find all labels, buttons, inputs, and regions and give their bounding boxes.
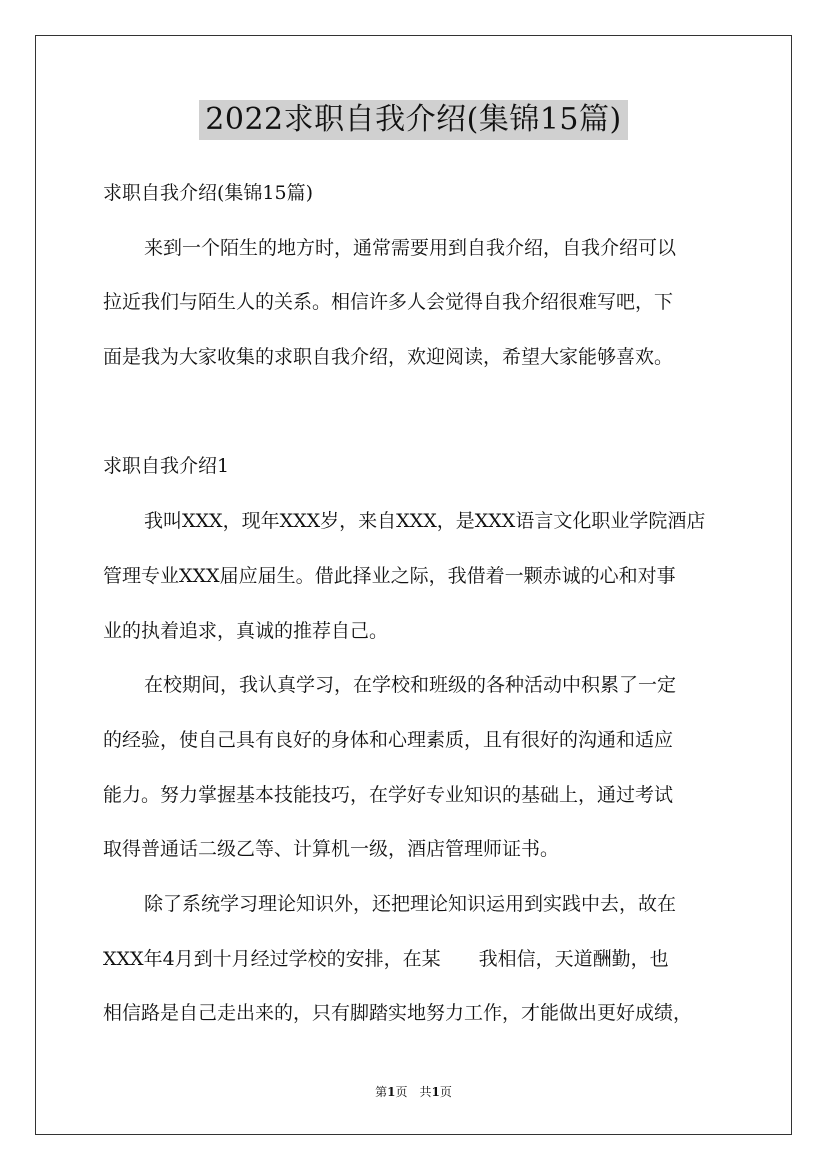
paragraph-line: 除了系统学习理论知识外，还把理论知识运用到实践中去，故在: [144, 892, 677, 915]
section-heading: 求职自我介绍1: [103, 455, 230, 478]
paragraph-line: 取得普通话二级乙等、计算机一级，酒店管理师证书。: [103, 838, 560, 861]
paragraph-line: 在校期间，我认真学习，在学校和班级的各种活动中积累了一定: [144, 674, 677, 697]
page-footer: [0, 1083, 827, 1101]
paragraph-line: 能力。努力掌握基本技能技巧，在学好专业知识的基础上，通过考试: [103, 783, 674, 806]
paragraph-line: 的经验，使自己具有良好的身体和心理素质，且有很好的沟通和适应: [103, 728, 674, 751]
paragraph-line: 业的执着追求，真诚的推荐自己。: [103, 619, 389, 642]
paragraph-line: 我叫XXX，现年XXX岁，来自XXX，是XXX语言文化职业学院酒店: [144, 510, 706, 533]
title-container: [0, 100, 827, 140]
paragraph-line: 相信路是自己走出来的，只有脚踏实地努力工作，才能做出更好成绩，: [103, 1002, 693, 1025]
footer-total-prefix: 共: [407, 1085, 432, 1099]
footer-total-suffix: 页: [439, 1085, 452, 1099]
subtitle: 求职自我介绍(集锦15篇): [103, 182, 314, 204]
intro-line: 拉近我们与陌生人的关系。相信许多人会觉得自我介绍很难写吧，下: [103, 291, 674, 314]
footer-page-number: 1: [387, 1085, 396, 1099]
paragraph-line: 管理专业XXX届应届生。借此择业之际，我借着一颗赤诚的心和对事: [103, 564, 676, 587]
blank-line: [103, 394, 729, 449]
intro-line: 来到一个陌生的地方时，通常需要用到自我介绍，自我介绍可以: [144, 236, 677, 259]
footer-page-suffix: 页: [395, 1085, 408, 1099]
paragraph-line: XXX年4月到十月经过学校的安排，在某 我相信，天道酬勤，也: [103, 947, 669, 970]
footer-prefix: 第: [375, 1085, 388, 1099]
document-title: 2022求职自我介绍(集锦15篇): [199, 100, 627, 140]
footer-total-pages: 1: [431, 1085, 440, 1099]
document-body: [103, 175, 729, 1050]
intro-line: 面是我为大家收集的求职自我介绍，欢迎阅读，希望大家能够喜欢。: [103, 346, 674, 369]
